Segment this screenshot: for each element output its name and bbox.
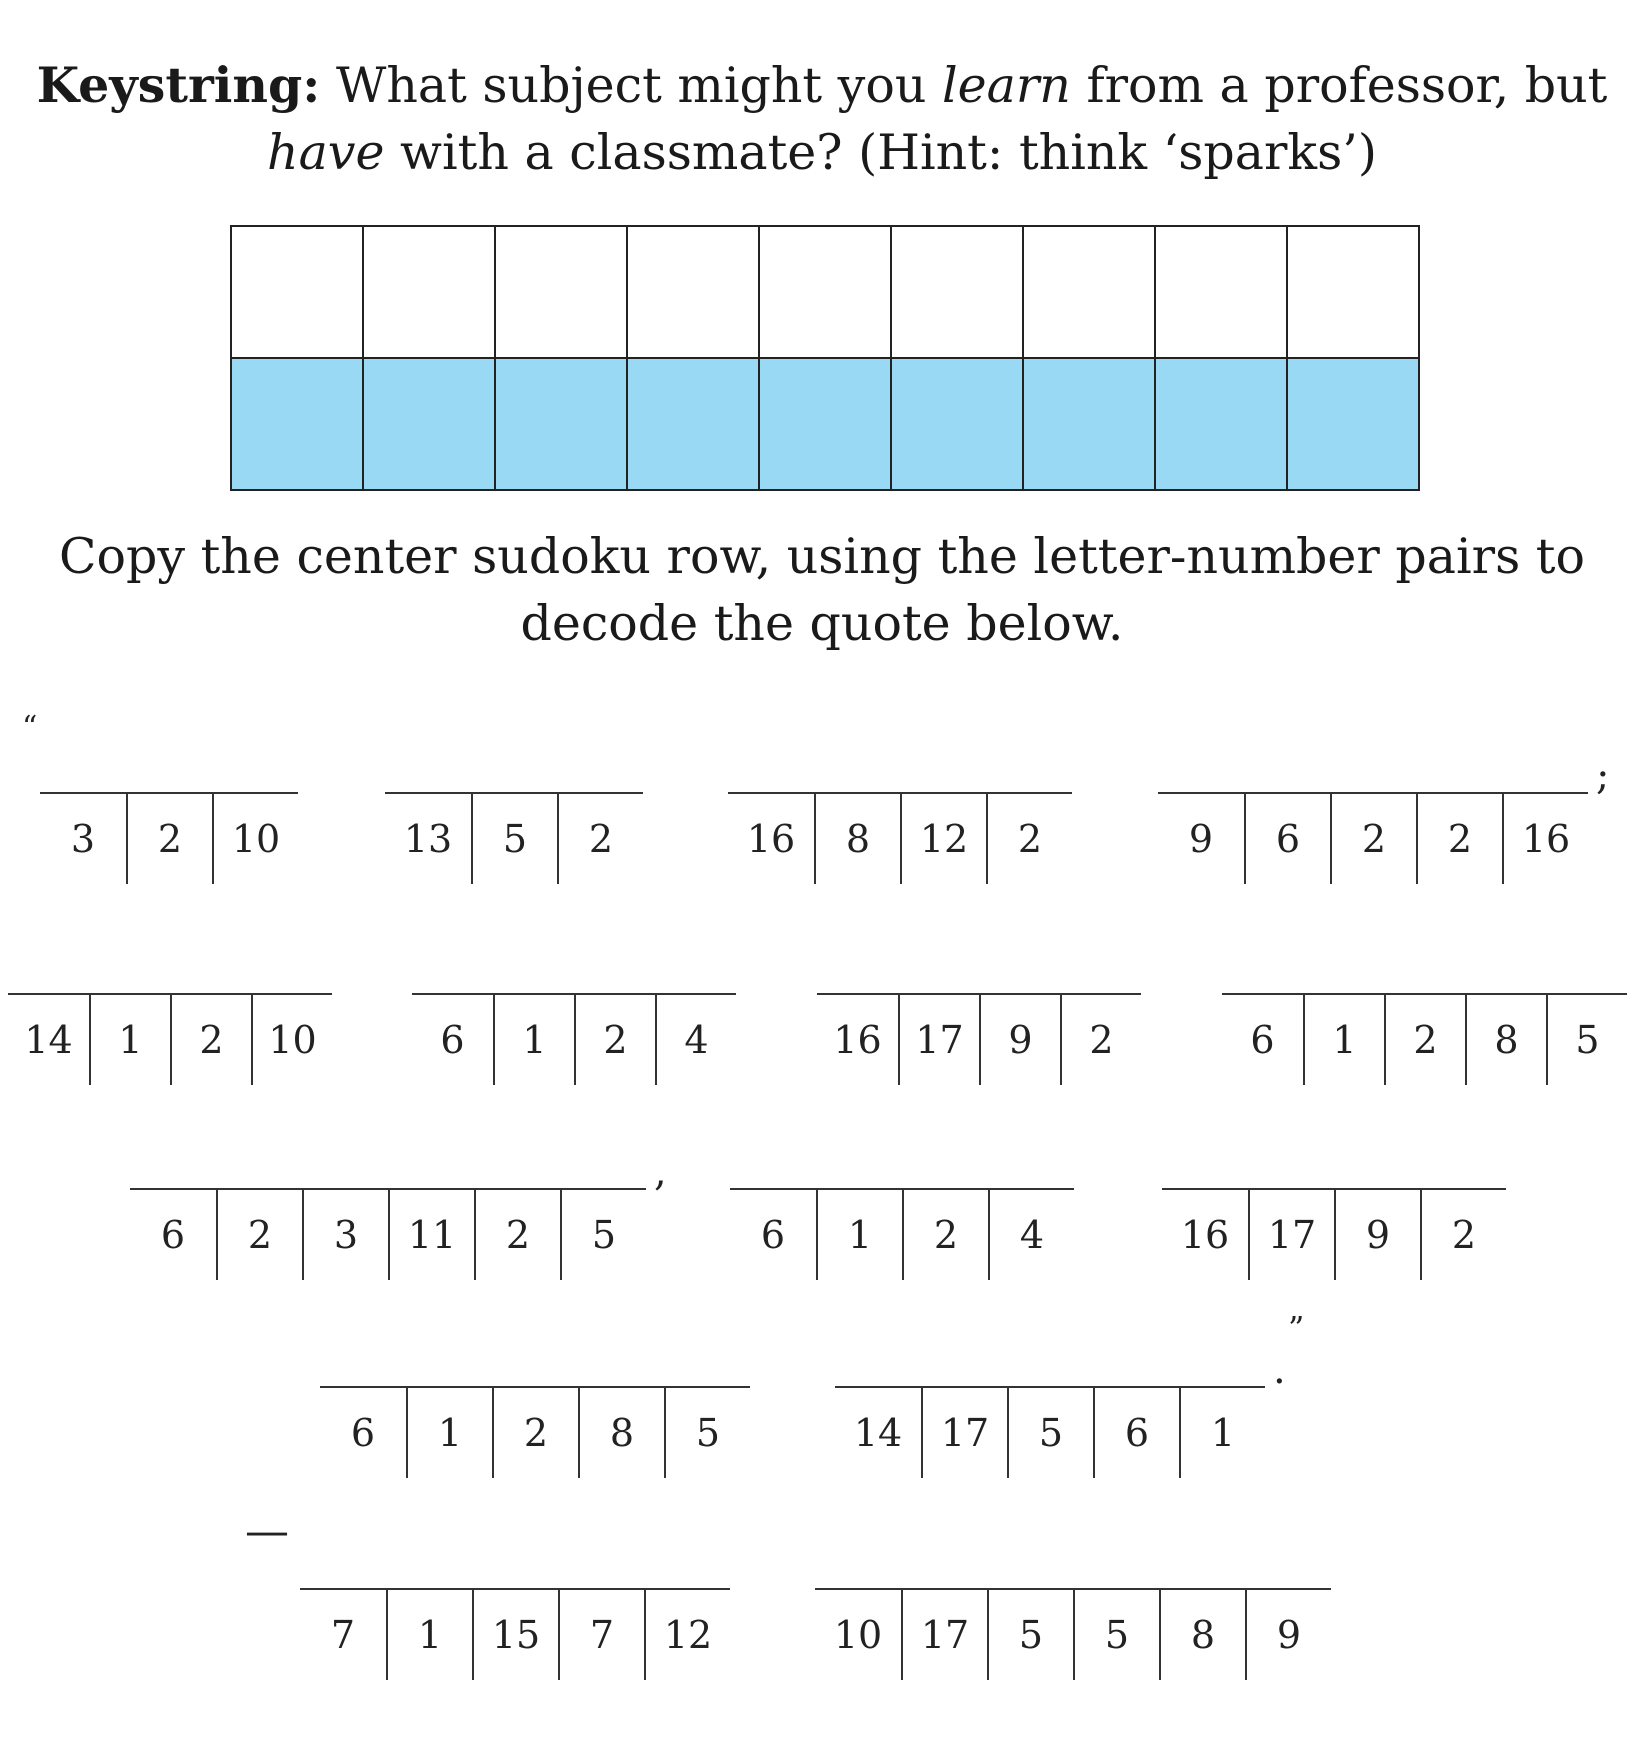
keystring-text: What subject might you [320, 57, 942, 114]
author-word [815, 1588, 1331, 1748]
cipher-number: 9 [1245, 1590, 1331, 1680]
cipher-number: 2 [170, 995, 251, 1085]
cipher-number: 2 [1060, 995, 1141, 1085]
keystring-text: from a professor, but [1070, 57, 1608, 114]
cipher-number: 2 [1420, 1190, 1506, 1280]
cipher-number: 5 [560, 1190, 646, 1280]
keystring-italic-have: have [267, 124, 385, 181]
quote-word [835, 1386, 1265, 1546]
punctuation-mark: . [1273, 1347, 1286, 1393]
cipher-number: 1 [1179, 1388, 1265, 1478]
cipher-number: 6 [1093, 1388, 1179, 1478]
answer-cell[interactable] [892, 359, 1024, 491]
cipher-number: 3 [70, 817, 96, 861]
cipher-number: 6 [760, 1213, 786, 1257]
quote-word [1222, 993, 1627, 1153]
cipher-number: 2 [574, 995, 655, 1085]
cipher-number: 5 [1546, 995, 1627, 1085]
keystring-grid [230, 225, 1420, 491]
cipher-number: 5 [987, 1590, 1073, 1680]
cipher-number: 12 [644, 1590, 730, 1680]
quote-word [40, 792, 298, 952]
keystring-line-1 [0, 52, 1644, 119]
attribution-dash: — [245, 1506, 289, 1557]
cipher-number: 15 [472, 1590, 558, 1680]
cipher-number: 17 [921, 1388, 1007, 1478]
cipher-number: 9 [1188, 817, 1214, 861]
clue-cell[interactable] [892, 227, 1024, 359]
cipher-number: 17 [1248, 1190, 1334, 1280]
cipher-number: 7 [330, 1613, 356, 1657]
cipher-number: 17 [898, 995, 979, 1085]
answer-cell[interactable] [232, 359, 364, 491]
cipher-number: 8 [1159, 1590, 1245, 1680]
cipher-number: 4 [655, 995, 736, 1085]
cipher-number: 1 [816, 1190, 902, 1280]
clue-cell[interactable] [760, 227, 892, 359]
cipher-number: 2 [557, 794, 643, 884]
punctuation-mark: ; [1596, 753, 1610, 799]
cipher-number: 13 [403, 817, 453, 861]
cipher-number: 16 [746, 817, 796, 861]
clue-cell[interactable] [628, 227, 760, 359]
answer-cell[interactable] [628, 359, 760, 491]
cipher-number: 14 [24, 1018, 73, 1062]
cipher-number: 9 [979, 995, 1060, 1085]
cipher-number: 10 [251, 995, 332, 1085]
clue-cell[interactable] [496, 227, 628, 359]
cipher-number: 7 [558, 1590, 644, 1680]
close-quote-mark: ” [1288, 1309, 1305, 1347]
keystring-text: with a classmate? (Hint: think ‘sparks’) [384, 124, 1377, 181]
instructions-line-2: decode the quote below. [520, 595, 1124, 652]
answer-cell[interactable] [364, 359, 496, 491]
cipher-number: 5 [1007, 1388, 1093, 1478]
quote-word [385, 792, 643, 952]
cipher-number: 16 [833, 1018, 882, 1062]
cipher-number: 5 [1073, 1590, 1159, 1680]
cipher-number: 16 [1502, 794, 1588, 884]
cipher-number: 2 [1330, 794, 1416, 884]
cipher-number: 14 [853, 1411, 903, 1455]
answer-cell[interactable] [496, 359, 628, 491]
clue-cell[interactable] [364, 227, 496, 359]
keystring-line-2 [0, 119, 1644, 186]
cipher-number: 6 [160, 1213, 186, 1257]
keystring-clue [0, 52, 1644, 186]
cipher-number: 16 [1180, 1213, 1230, 1257]
cipher-number: 10 [833, 1613, 883, 1657]
cipher-number: 12 [900, 794, 986, 884]
quote-word [412, 993, 736, 1153]
cipher-number: 9 [1334, 1190, 1420, 1280]
quote-word [320, 1386, 750, 1546]
quote-word [817, 993, 1141, 1153]
cipher-number: 1 [89, 995, 170, 1085]
answer-cell[interactable] [760, 359, 892, 491]
punctuation-mark: , [654, 1149, 667, 1195]
clue-cell[interactable] [232, 227, 364, 359]
cipher-number: 10 [212, 794, 298, 884]
cipher-number: 6 [1250, 1018, 1275, 1062]
quote-word [8, 993, 332, 1153]
cipher-number: 2 [902, 1190, 988, 1280]
quote-word [728, 792, 1072, 952]
answer-cell[interactable] [1024, 359, 1156, 491]
cipher-number: 2 [1416, 794, 1502, 884]
cipher-number: 4 [988, 1190, 1074, 1280]
quote-word [1158, 792, 1588, 952]
cipher-number: 2 [492, 1388, 578, 1478]
quote-word [130, 1188, 646, 1348]
cipher-number: 17 [901, 1590, 987, 1680]
instructions [0, 523, 1644, 657]
cipher-number: 1 [386, 1590, 472, 1680]
cipher-number: 8 [578, 1388, 664, 1478]
cipher-number: 2 [216, 1190, 302, 1280]
cipher-number: 1 [493, 995, 574, 1085]
answer-cell[interactable] [1288, 359, 1420, 491]
quote-word [1162, 1188, 1506, 1348]
cipher-number: 5 [664, 1388, 750, 1478]
answer-cell[interactable] [1156, 359, 1288, 491]
cipher-number: 8 [1465, 995, 1546, 1085]
cipher-number: 2 [126, 794, 212, 884]
author-word [300, 1588, 730, 1748]
open-quote-mark: “ [22, 710, 38, 745]
clue-cell[interactable] [1156, 227, 1288, 359]
cipher-number: 8 [814, 794, 900, 884]
cipher-number: 2 [1384, 995, 1465, 1085]
keystring-label: Keystring: [36, 56, 321, 114]
cipher-number: 6 [350, 1411, 376, 1455]
cipher-number: 1 [1303, 995, 1384, 1085]
cipher-number: 2 [474, 1190, 560, 1280]
keystring-italic-learn: learn [942, 57, 1071, 114]
cipher-number: 1 [406, 1388, 492, 1478]
clue-cell[interactable] [1288, 227, 1420, 359]
cipher-number: 5 [471, 794, 557, 884]
cipher-number: 6 [440, 1018, 465, 1062]
cipher-number: 6 [1244, 794, 1330, 884]
clue-cell[interactable] [1024, 227, 1156, 359]
cipher-number: 3 [302, 1190, 388, 1280]
instructions-line-1: Copy the center sudoku row, using the letter-number pairs to [59, 528, 1585, 585]
cipher-number: 2 [986, 794, 1072, 884]
cipher-number: 11 [388, 1190, 474, 1280]
quote-word [730, 1188, 1074, 1348]
